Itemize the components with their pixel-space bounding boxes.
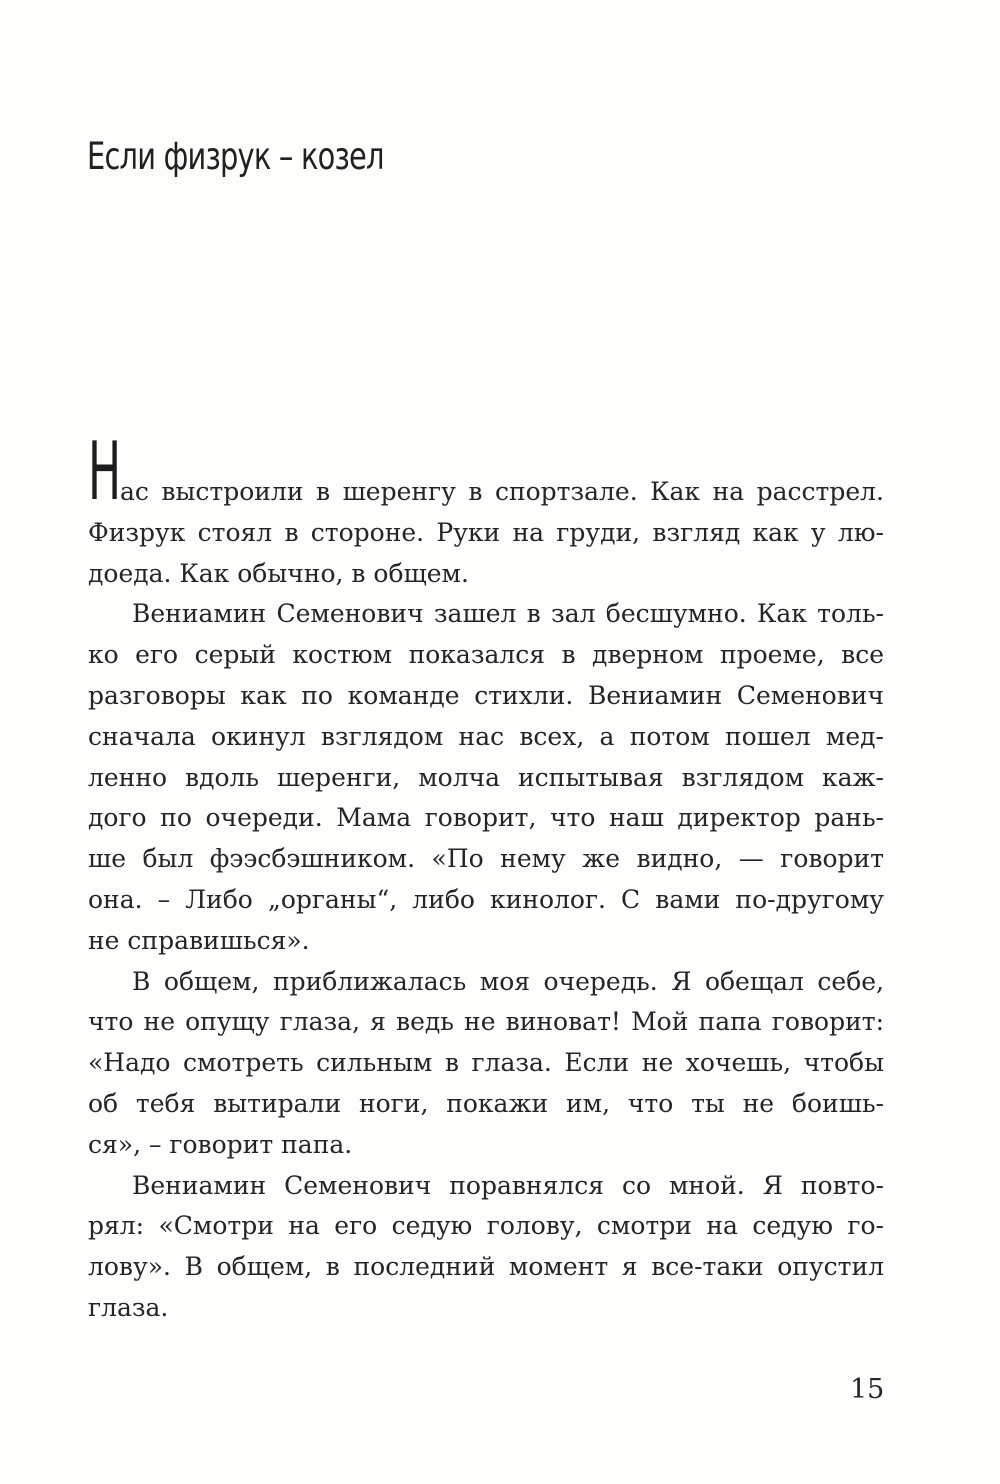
paragraph-4-line-4: глаза. — [88, 1292, 169, 1322]
body-text — [88, 425, 884, 1329]
paragraph-2-line-2: ко его серый костюм показался в дверном проеме, все — [88, 640, 884, 670]
paragraph-2-line-6: дого по очереди. Мама говорит, что наш директор рань- — [88, 803, 884, 833]
paragraph-2-line-7: ше был фээсбэшником. «По нему же видно, — говорит — [88, 844, 884, 874]
paragraph-2-line-8: она. – Либо „органы“, либо кинолог. С вами по-другому — [88, 884, 884, 914]
drop-cap: Н — [88, 425, 122, 518]
paragraph-4-line-2: рял: «Смотри на его седую голову, смотри на седую го- — [88, 1211, 884, 1241]
paragraph-3-line-4: об тебя вытирали ноги, покажи им, что ты не боишь- — [88, 1088, 884, 1118]
paragraph-3-line-2: что не опущу глаза, я ведь не виноват! Мой папа говорит: — [88, 1007, 884, 1037]
paragraph-2-line-5: ленно вдоль шеренги, молча испытывая взглядом каж- — [88, 762, 884, 792]
paragraph-2-line-9: не справишься». — [88, 925, 310, 955]
chapter-title: Если физрук – козел — [87, 135, 384, 178]
paragraph-3-line-3: «Надо смотреть сильным в глаза. Если не хочешь, чтобы — [88, 1048, 884, 1078]
paragraph-2-line-3: разговоры как по команде стихли. Вениамин Семенович — [88, 680, 884, 710]
paragraph-1-line-2: Физрук стоял в стороне. Руки на груди, взгляд как у лю- — [88, 517, 884, 547]
paragraph-2-line-4: сначала окинул взглядом нас всех, а потом пошел мед- — [88, 721, 884, 751]
paragraph-4-line-3: лову». В общем, в последний момент я все-таки опустил — [88, 1252, 884, 1282]
paragraph-4-line-1: Вениамин Семенович поравнялся со мной. Я повто- — [132, 1170, 884, 1200]
paragraph-1-line-3: доеда. Как обычно, в общем. — [88, 558, 469, 588]
paragraph-2-line-1: Вениамин Семенович зашел в зал бесшумно. Как толь- — [132, 599, 884, 629]
paragraph-1-line-1 — [88, 425, 884, 518]
line-text: ас выстроили в шеренгу в спортзале. Как на расстрел. — [120, 477, 884, 506]
paragraph-3-line-5: ся», – говорит папа. — [88, 1129, 353, 1159]
paragraph-3-line-1: В общем, приближалась моя очередь. Я обещал себе, — [132, 966, 884, 996]
page-number: 15 — [850, 1374, 885, 1405]
